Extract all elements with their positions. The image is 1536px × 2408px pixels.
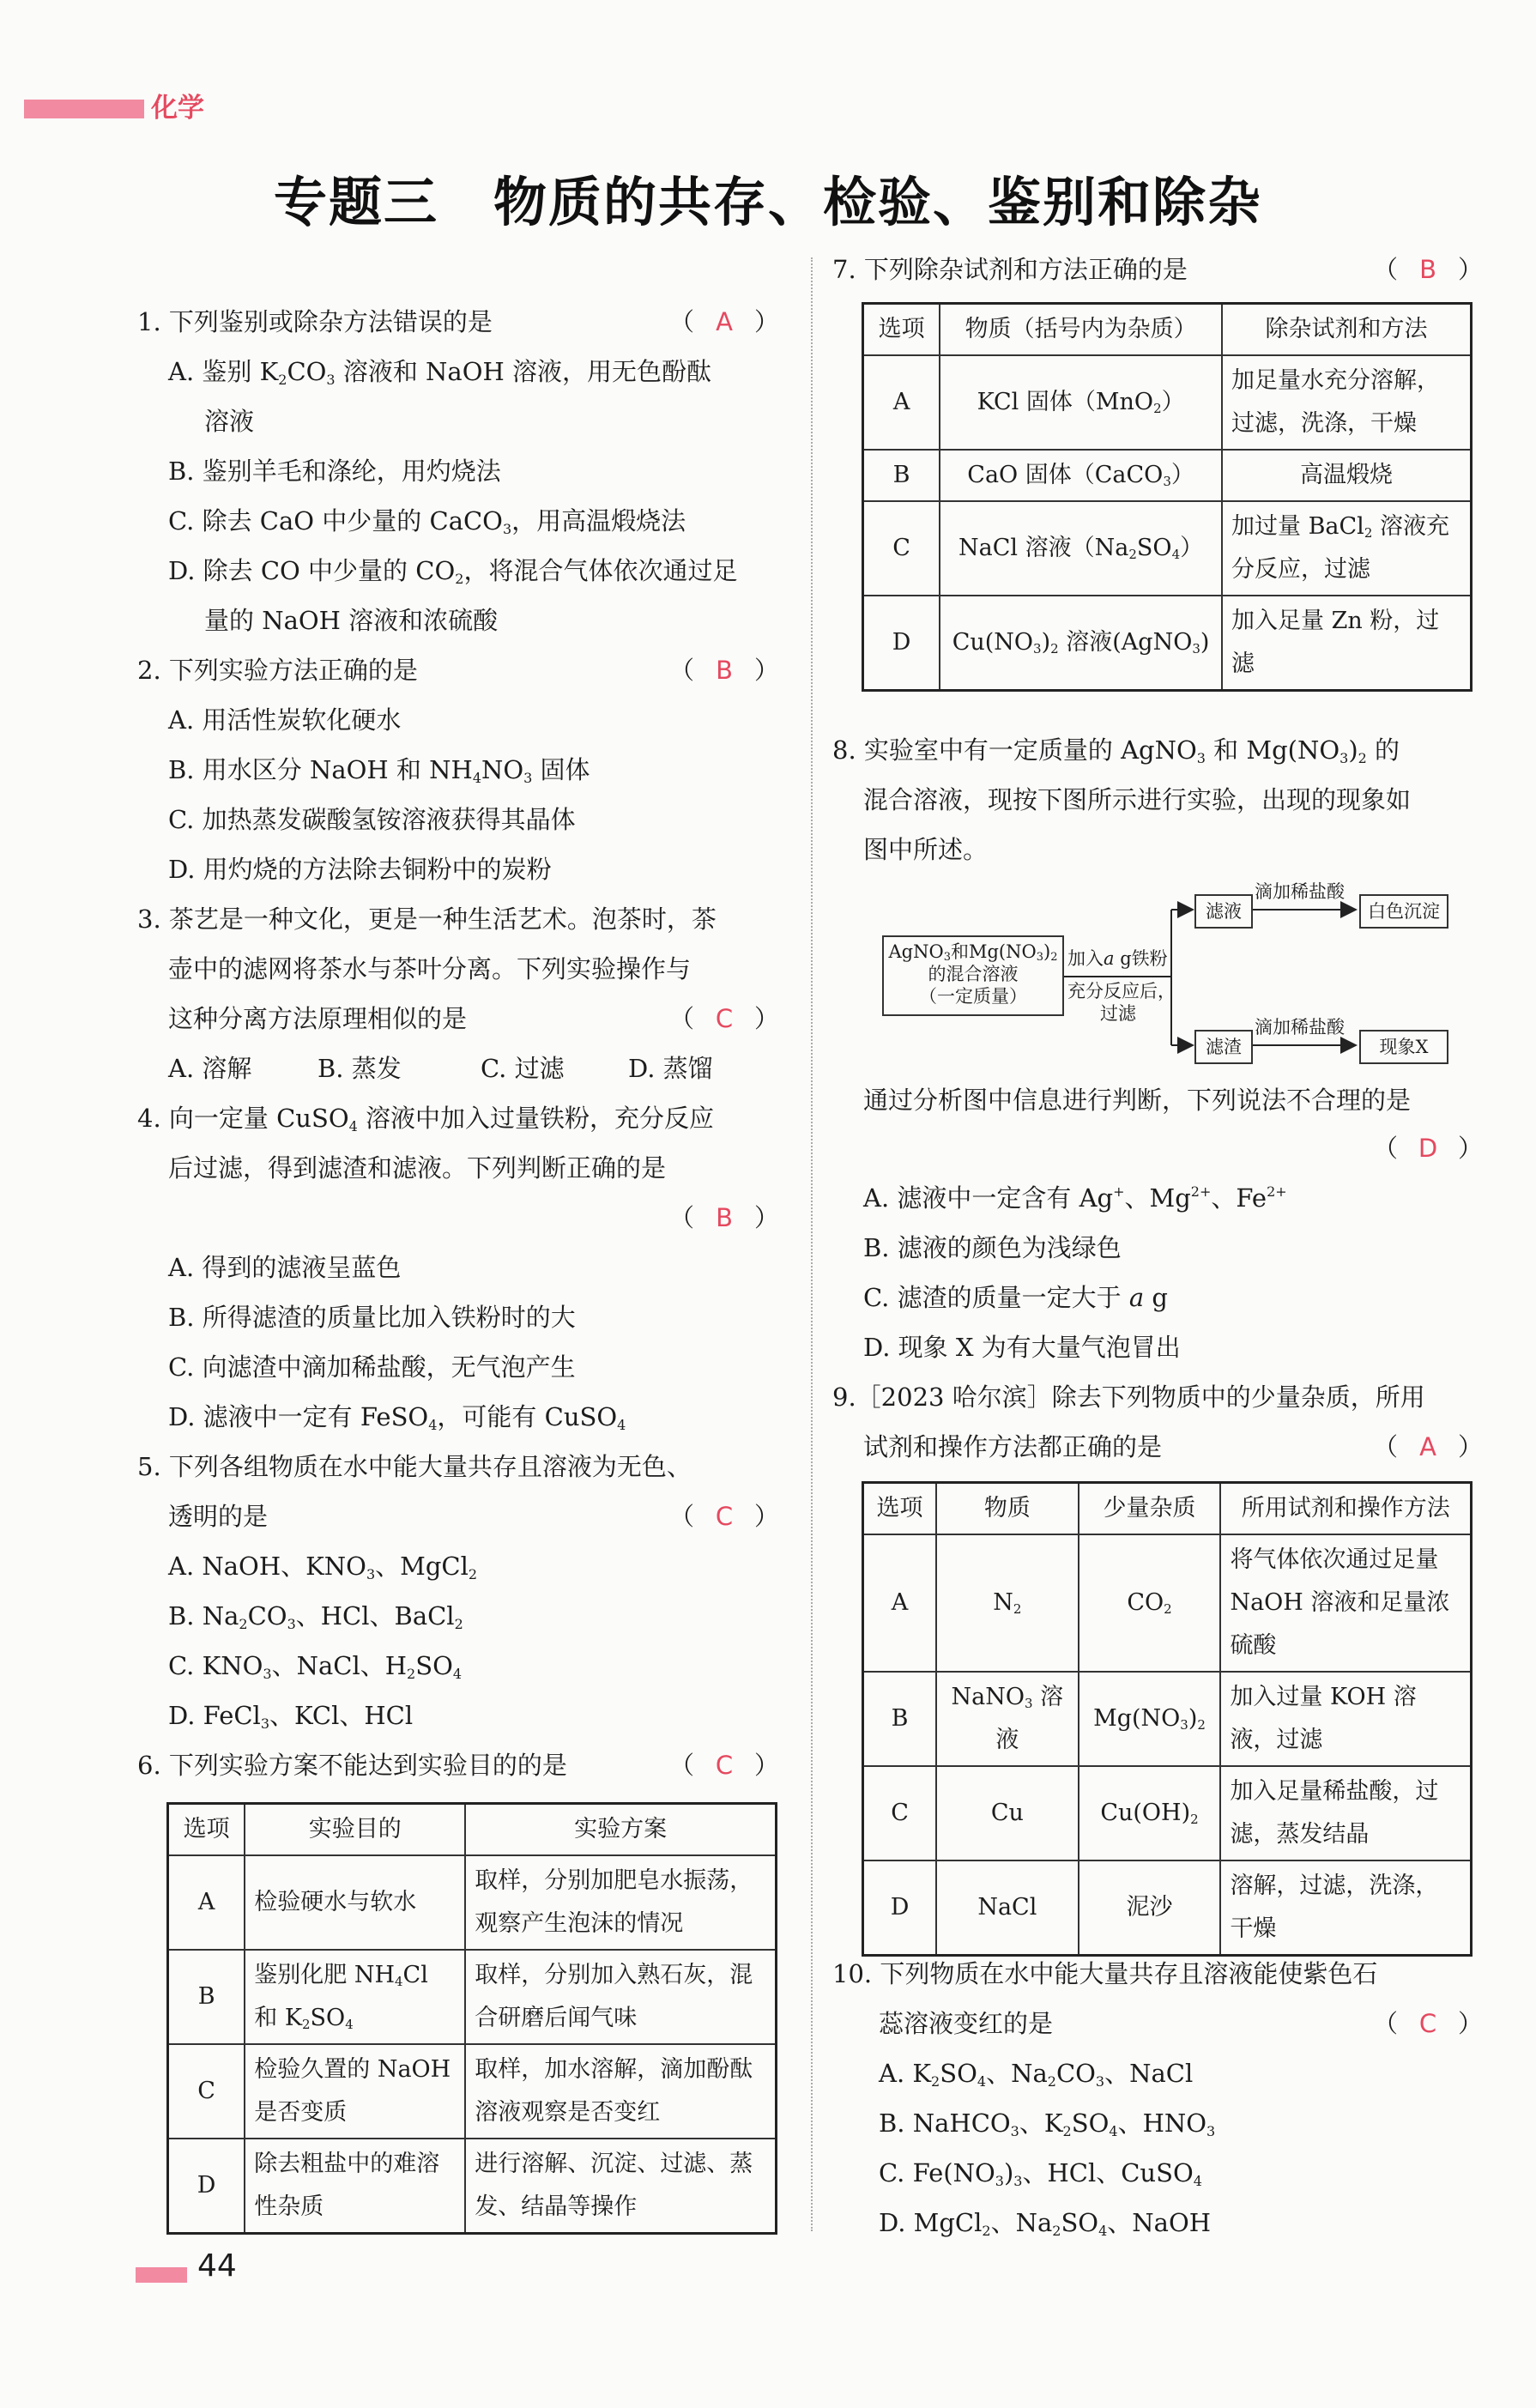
q9-row-c-method: 加入足量稀盐酸，过滤，蒸发结晶 — [1220, 1766, 1471, 1860]
q4-line1: 4. 向一定量 CuSO$_4$ 溶液中加入过量铁粉，充分反应 — [137, 1104, 715, 1134]
q9-row-d-substance: NaCl — [936, 1860, 1078, 1956]
table-row — [168, 1950, 777, 2044]
q1-answer: A — [716, 307, 733, 336]
q10-line2: 蕊溶液变红的是 — [879, 2009, 1054, 2038]
table-row — [863, 355, 1472, 450]
q5-option-d: D. FeCl$_3$、KCl、HCl — [168, 1701, 414, 1732]
q6-row-a-option: A — [168, 1855, 245, 1950]
q7-table — [862, 302, 1473, 692]
q8-flow-react-1: 充分反应后， — [1067, 981, 1176, 1001]
q7-table-header — [863, 304, 1472, 356]
table-row — [863, 1534, 1472, 1672]
q7-row-d-substance: $Cu(NO_3)_2$ 溶液(AgNO$_3$) — [940, 596, 1222, 691]
table-row — [863, 1766, 1472, 1860]
q8-option-a: A. 滤液中一定含有 Ag+、$Mg^{2+}$、$Fe^{2+}$ — [863, 1183, 1287, 1213]
q9-row-d-impurity: 泥沙 — [1079, 1860, 1221, 1956]
table-row — [863, 450, 1472, 501]
q4-option-c: C. 向滤渣中滴加稀盐酸，无气泡产生 — [168, 1352, 576, 1382]
q3-line3: 这种分离方法原理相似的是 — [168, 1004, 468, 1033]
q2-option-b: B. 用水区分 NaOH 和 $NH_4NO_3$ 固体 — [168, 755, 590, 786]
q3-option-a: A. 溶解 — [168, 1054, 252, 1083]
table-row — [863, 596, 1472, 691]
q6-row-c-plan: 取样，加水溶解，滴加酚酞溶液观察是否变红 — [465, 2044, 776, 2139]
q1-option-d: D. 除去 CO 中少量的 $CO_2$，将混合气体依次通过足 — [168, 556, 738, 587]
q6-row-b-goal: 鉴别化肥 $NH_4Cl$ 和 $K_2SO_4$ — [245, 1950, 465, 2044]
q9-answer-box: （ A ） — [1373, 1430, 1483, 1464]
page-number: 44 — [197, 2248, 237, 2284]
q9-row-b-method: 加入过量 KOH 溶液，过滤 — [1220, 1672, 1471, 1766]
q7-header-option: 选项 — [863, 304, 940, 356]
q6-stem: 6. 下列实验方案不能达到实验目的的是 — [137, 1751, 567, 1780]
q9-row-d-method: 溶解，过滤，洗涤，干燥 — [1220, 1860, 1471, 1956]
q6-row-d-goal: 除去粗盐中的难溶性杂质 — [245, 2139, 465, 2234]
q1-stem: 1. 下列鉴别或除杂方法错误的是 — [137, 307, 493, 336]
q9-line2: 试剂和操作方法都正确的是 — [863, 1432, 1163, 1461]
q7-row-a-substance: KCl 固体（MnO$_2$） — [940, 355, 1222, 450]
q7-row-b-option: B — [863, 450, 940, 501]
q6-header-option: 选项 — [168, 1804, 245, 1856]
q8-line1: 8. 实验室中有一定质量的 AgNO$_3$ 和 $Mg(NO_3)_2$ 的 — [832, 735, 1400, 766]
q7-row-b-method: 高温煅烧 — [1222, 450, 1472, 501]
q10-answer-box: （ C ） — [1373, 2006, 1483, 2041]
q7-row-b-substance: CaO 固体（CaCO$_3$） — [940, 450, 1222, 501]
q1-option-b: B. 鉴别羊毛和涤纶，用灼烧法 — [168, 457, 501, 486]
q5-option-c: C. $KNO_3$、NaCl、$H_2SO_4$ — [168, 1651, 463, 1682]
q9-row-c-option: C — [863, 1766, 937, 1860]
q9-row-c-impurity: $Cu(OH)_2$ — [1079, 1766, 1221, 1860]
q6-row-d-plan: 进行溶解、沉淀、过滤、蒸发、结晶等操作 — [465, 2139, 776, 2234]
q8-line2: 混合溶液，现按下图所示进行实验，出现的现象如 — [863, 785, 1412, 814]
q9-answer: A — [1419, 1432, 1436, 1461]
q10-option-a: A. $K_2SO_4$、$Na_2CO_3$、NaCl — [879, 2059, 1194, 2090]
q8-flow-start-box: AgNO$_3$和$Mg(NO_3)_2$ 的混合溶液 （一定质量） — [882, 935, 1064, 1016]
q2-stem: 2. 下列实验方法正确的是 — [137, 656, 418, 685]
q8-flow-residue-box: 滤渣 — [1194, 1030, 1253, 1064]
page-number-bar-decoration — [136, 2267, 187, 2283]
q9-header-substance: 物质 — [936, 1483, 1078, 1535]
q9-row-a-substance: $N_2$ — [936, 1534, 1078, 1672]
q3-option-d: D. 蒸馏 — [628, 1054, 713, 1083]
q7-row-a-method: 加足量水充分溶解，过滤，洗涤，干燥 — [1222, 355, 1472, 450]
q9-row-b-impurity: $Mg(NO_3)_2$ — [1079, 1672, 1221, 1766]
q7-answer: B — [1419, 255, 1436, 284]
q1-answer-box: （ A ） — [669, 305, 779, 339]
q4-option-d: D. 滤液中一定有 FeSO$_4$，可能有 CuSO$_4$ — [168, 1402, 626, 1433]
q8-line3: 图中所述。 — [863, 835, 989, 864]
q9-line1: 9.［2023 哈尔滨］除去下列物质中的少量杂质，所用 — [832, 1382, 1425, 1412]
table-row — [863, 1672, 1472, 1766]
q8-flow-white-precipitate-box: 白色沉淀 — [1359, 894, 1448, 929]
q6-table-header — [168, 1804, 777, 1856]
q6-answer-box: （ C ） — [669, 1748, 779, 1782]
q7-row-c-option: C — [863, 501, 940, 596]
table-row — [168, 2044, 777, 2139]
q4-option-a: A. 得到的滤液呈蓝色 — [168, 1253, 402, 1282]
q4-line2: 后过滤，得到滤渣和滤液。下列判断正确的是 — [168, 1153, 667, 1183]
q8-flow-acid-bottom: 滴加稀盐酸 — [1255, 1017, 1345, 1038]
q2-answer-box: （ B ） — [669, 653, 779, 687]
q9-table-header — [863, 1483, 1472, 1535]
q9-row-a-impurity: $CO_2$ — [1079, 1534, 1221, 1672]
q3-line1: 3. 茶艺是一种文化，更是一种生活艺术。泡茶时，茶 — [137, 905, 717, 934]
q9-row-a-option: A — [863, 1534, 937, 1672]
q3-option-b: B. 蒸发 — [317, 1054, 402, 1083]
q8-flow-add-iron: 加入a g铁粉 — [1067, 948, 1168, 969]
q8-flow-acid-top: 滴加稀盐酸 — [1255, 881, 1345, 902]
q10-option-c: C. $Fe(NO_3)_3$、HCl、CuSO$_4$ — [879, 2158, 1202, 2189]
q8-option-d: D. 现象 X 为有大量气泡冒出 — [863, 1333, 1181, 1362]
table-row — [863, 1860, 1472, 1956]
q6-row-b-option: B — [168, 1950, 245, 2044]
q6-row-b-plan: 取样，分别加入熟石灰，混合研磨后闻气味 — [465, 1950, 776, 2044]
q9-header-option: 选项 — [863, 1483, 937, 1535]
q5-line1: 5. 下列各组物质在水中能大量共存且溶液为无色、 — [137, 1452, 692, 1481]
q4-option-b: B. 所得滤渣的质量比加入铁粉时的大 — [168, 1303, 576, 1332]
q6-table — [166, 1802, 777, 2235]
q7-row-c-substance: NaCl 溶液$(Na_2SO_4)$ — [940, 501, 1222, 596]
q10-line1: 10. 下列物质在水中能大量共存且溶液能使紫色石 — [832, 1959, 1378, 1988]
q9-row-b-option: B — [863, 1672, 937, 1766]
q8-answer-box: （ D ） — [1373, 1131, 1483, 1165]
q9-header-method: 所用试剂和操作方法 — [1220, 1483, 1471, 1535]
q9-row-d-option: D — [863, 1860, 937, 1956]
q9-row-c-substance: Cu — [936, 1766, 1078, 1860]
q6-header-plan: 实验方案 — [465, 1804, 776, 1856]
column-divider — [811, 257, 813, 2231]
q10-option-b: B. NaHCO$_3$、$K_2SO_4$、$HNO_3$ — [879, 2109, 1216, 2139]
table-row — [168, 2139, 777, 2234]
q8-answer: D — [1418, 1134, 1438, 1163]
q9-row-b-substance: NaNO$_3$ 溶液 — [936, 1672, 1078, 1766]
q9-row-a-method: 将气体依次通过足量 NaOH 溶液和足量浓硫酸 — [1220, 1534, 1471, 1672]
q8-ask: 通过分析图中信息进行判断，下列说法不合理的是 — [863, 1086, 1412, 1115]
q3-line2: 壶中的滤网将茶水与茶叶分离。下列实验操作与 — [168, 954, 692, 983]
q4-answer: B — [716, 1203, 733, 1232]
q6-row-d-option: D — [168, 2139, 245, 2234]
q2-option-a: A. 用活性炭软化硬水 — [168, 705, 402, 735]
q8-flow-filtrate-box: 滤液 — [1194, 894, 1253, 929]
q5-answer-box: （ C ） — [669, 1499, 779, 1534]
q4-answer-box: （ B ） — [669, 1201, 779, 1235]
q6-row-a-goal: 检验硬水与软水 — [245, 1855, 465, 1950]
q5-line2: 透明的是 — [168, 1502, 269, 1531]
q3-answer: C — [715, 1004, 734, 1033]
q10-answer: C — [1418, 2009, 1437, 2038]
q6-answer: C — [715, 1751, 734, 1780]
q8-option-c: C. 滤渣的质量一定大于 a g — [863, 1283, 1168, 1312]
q7-header-substance: 物质（括号内为杂质） — [940, 304, 1222, 356]
q6-header-goal: 实验目的 — [245, 1804, 465, 1856]
page-title: 专题三 物质的共存、检验、鉴别和除杂 — [273, 171, 1262, 233]
table-row — [168, 1855, 777, 1950]
q7-stem: 7. 下列除杂试剂和方法正确的是 — [832, 255, 1188, 284]
table-row — [863, 501, 1472, 596]
q5-answer: C — [715, 1502, 734, 1531]
q10-option-d: D. MgCl$_2$、$Na_2SO_4$、NaOH — [879, 2208, 1212, 2239]
q2-option-d: D. 用灼烧的方法除去铜粉中的炭粉 — [168, 855, 552, 884]
subject-bar-decoration — [24, 100, 144, 118]
q5-option-b: B. $Na_2CO_3$、HCl、BaCl$_2$ — [168, 1601, 463, 1632]
q6-row-a-plan: 取样，分别加肥皂水振荡，观察产生泡沫的情况 — [465, 1855, 776, 1950]
q5-option-a: A. NaOH、$KNO_3$、MgCl$_2$ — [168, 1552, 478, 1582]
q7-answer-box: （ B ） — [1373, 252, 1483, 287]
q2-answer: B — [716, 656, 733, 685]
q2-option-c: C. 加热蒸发碳酸氢铵溶液获得其晶体 — [168, 805, 576, 834]
q8-option-b: B. 滤液的颜色为浅绿色 — [863, 1233, 1122, 1262]
q6-row-c-goal: 检验久置的 NaOH 是否变质 — [245, 2044, 465, 2139]
subject-label: 化学 — [151, 93, 204, 124]
q7-header-method: 除杂试剂和方法 — [1222, 304, 1472, 356]
q3-answer-box: （ C ） — [669, 1001, 779, 1036]
q1-option-d-cont: 量的 NaOH 溶液和浓硫酸 — [204, 606, 499, 635]
q1-option-c: C. 除去 CaO 中少量的 CaCO$_3$，用高温煅烧法 — [168, 506, 686, 537]
q1-option-a: A. 鉴别 $K_2CO_3$ 溶液和 NaOH 溶液，用无色酚酞 — [168, 357, 711, 388]
q9-header-impurity: 少量杂质 — [1079, 1483, 1221, 1535]
q8-flow-phenomenon-x-box: 现象X — [1359, 1030, 1448, 1064]
q8-flow-react-2: 过滤 — [1100, 1003, 1136, 1024]
q3-option-c: C. 过滤 — [481, 1054, 565, 1083]
q7-row-d-method: 加入足量 Zn 粉，过滤 — [1222, 596, 1472, 691]
q7-row-d-option: D — [863, 596, 940, 691]
q7-row-c-method: 加过量 BaCl$_2$ 溶液充分反应，过滤 — [1222, 501, 1472, 596]
q7-row-a-option: A — [863, 355, 940, 450]
q6-row-c-option: C — [168, 2044, 245, 2139]
q1-option-a-cont: 溶液 — [204, 407, 255, 436]
q9-table — [862, 1481, 1473, 1957]
